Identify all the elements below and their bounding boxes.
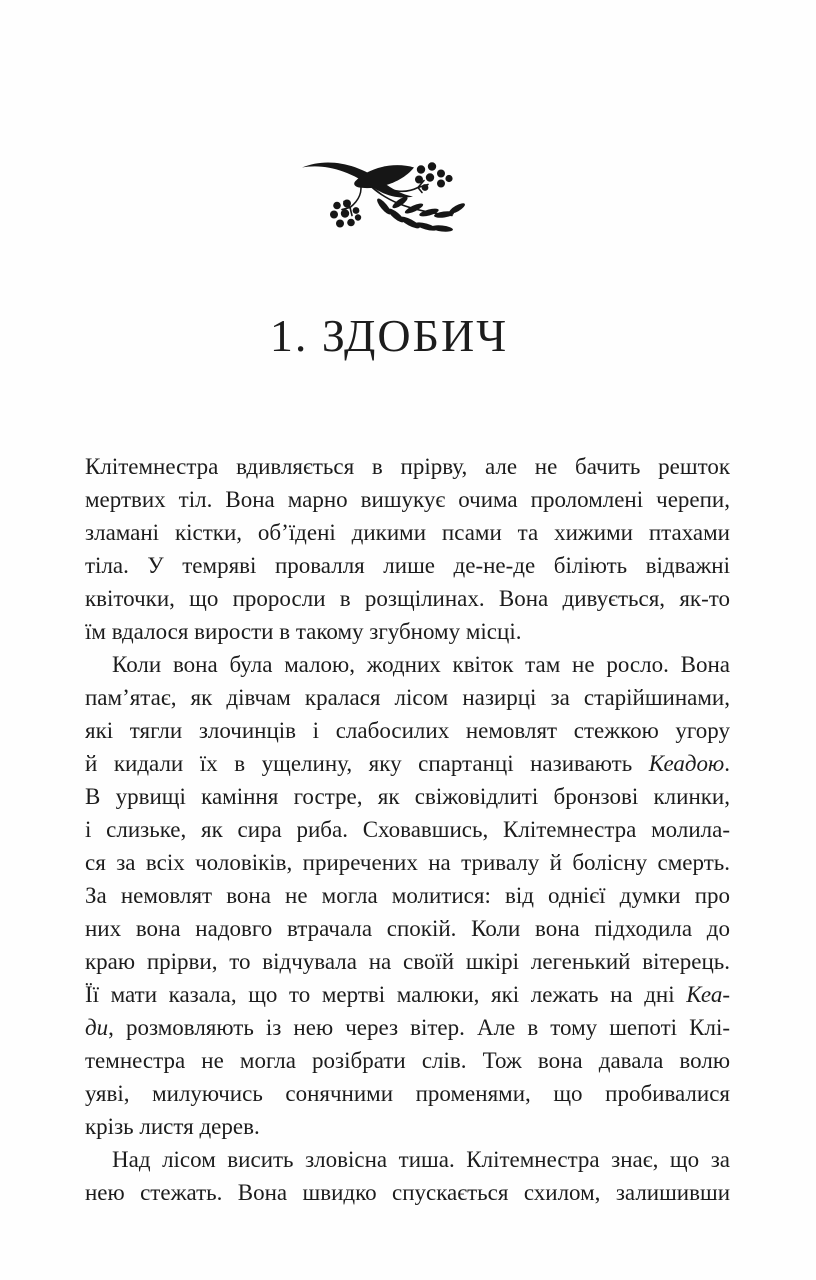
text-line: уяві, милуючись сонячними променями, що пробивалися — [85, 1081, 730, 1106]
text-line: і слизьке, як сира риба. Сховавшись, Клітемнестра молила- — [85, 817, 730, 842]
text-line: ся за всіх чоловіків, приречених на тривалу й болісну смерть. — [85, 850, 730, 875]
text-line: Над лісом висить зловісна тиша. Клітемнестра знає, що за — [112, 1147, 730, 1172]
text-segment-italic: ди — [85, 1015, 109, 1040]
text-line: нею стежать. Вона швидко спускається схилом, залишивши — [85, 1180, 730, 1205]
text-line — [85, 978, 730, 1011]
text-segment-italic: Кеа- — [686, 982, 730, 1007]
floral-ornament-icon — [300, 153, 467, 241]
text-line: темнестра не могла розібрати слів. Тож вона давала волю — [85, 1048, 730, 1073]
text-line: їм вдалося вирости в такому згубному місці. — [85, 619, 522, 644]
text-line: За немовлят вона не могла молитися: від однієї думки про — [85, 883, 730, 908]
text-line: краю прірви, то відчувала на своїй шкірі легенький вітерець. — [85, 949, 730, 974]
text-line: квіточки, що проросли в розщілинах. Вона дивується, як-то — [85, 586, 730, 611]
text-line: мертвих тіл. Вона марно вишукує очима проломлені черепи, — [85, 487, 730, 512]
text-segment: , розмовляють із нею через вітер. Але в тому шепоті Клі- — [108, 1015, 730, 1040]
text-line: зламані кістки, об’їдені дикими псами та хижими птахами — [85, 520, 730, 545]
text-segment: й кидали їх в ущелину, яку спартанці називають — [85, 751, 649, 776]
text-line: них вона надовго втрачала спокій. Коли вона підходила до — [85, 916, 730, 941]
text-segment-italic: Кеадою — [648, 751, 725, 776]
text-line: пам’ятає, як дівчам кралася лісом назирці за старійшинами, — [85, 685, 730, 710]
text-line: крізь листя дерев. — [85, 1114, 260, 1139]
text-line: В урвищі каміння гостре, як свіжовідлиті бронзові клинки, — [85, 784, 730, 809]
chapter-title: 1. ЗДОБИЧ — [269, 310, 509, 361]
text-line: Коли вона була малою, жодних квіток там не росло. Вона — [112, 652, 730, 677]
text-line: тіла. У темряві провалля лише де-не-де біліють відважні — [85, 553, 730, 578]
text-line: Клітемнестра вдивляється в прірву, але не бачить решток — [85, 454, 730, 479]
text-line: які тягли злочинців і слабосилих немовлят стежкою угору — [85, 718, 730, 743]
text-segment: . — [724, 751, 730, 776]
text-line — [85, 1011, 730, 1044]
text-line — [85, 747, 730, 780]
body-text — [85, 450, 730, 1209]
text-segment: Її мати казала, що то мертві малюки, які лежать на дні — [85, 982, 687, 1007]
